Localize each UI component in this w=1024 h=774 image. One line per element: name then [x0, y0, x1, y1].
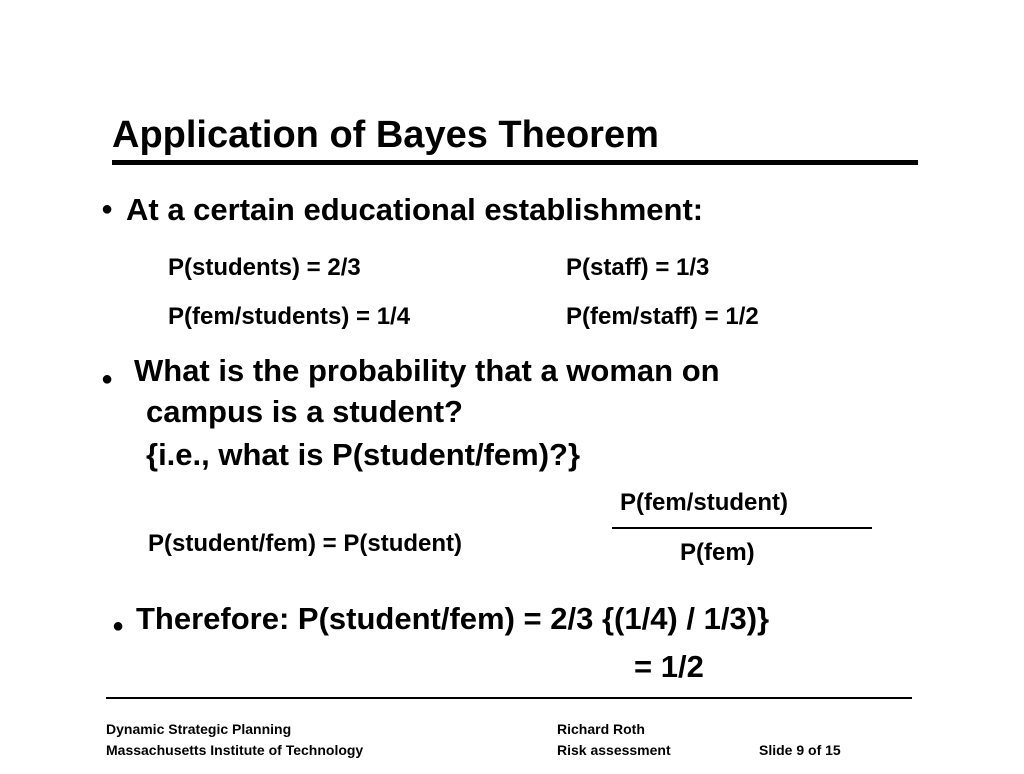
bullet-icon: ● — [101, 368, 114, 390]
bullet-icon: ● — [112, 615, 125, 637]
prob-fem-staff: P(fem/staff) = 1/2 — [566, 303, 759, 330]
formula-lhs: P(student/fem) = P(student) — [148, 530, 463, 557]
footer-institution: Massachusetts Institute of Technology — [106, 742, 364, 758]
formula-denominator: P(fem) — [680, 539, 755, 566]
bullet-3-line-2: = 1/2 — [634, 649, 704, 684]
formula-numerator: P(fem/student) — [620, 489, 788, 516]
prob-students: P(students) = 2/3 — [168, 254, 361, 281]
footer-slide-number: Slide 9 of 15 — [759, 742, 841, 758]
bullet-icon: ● — [101, 198, 114, 220]
bullet-2-line-2: campus is a student? — [146, 394, 463, 429]
bullet-2-line-1: What is the probability that a woman on — [134, 353, 720, 388]
fraction-bar — [612, 527, 872, 529]
bullet-3-line-1: Therefore: P(student/fem) = 2/3 {(1/4) / 1/3)} — [136, 601, 770, 636]
prob-staff: P(staff) = 1/3 — [566, 254, 710, 281]
bullet-1-text: At a certain educational establishment: — [126, 192, 704, 227]
footer-author: Richard Roth — [557, 721, 645, 737]
slide-title: Application of Bayes Theorem — [112, 114, 659, 156]
prob-fem-students: P(fem/students) = 1/4 — [168, 303, 411, 330]
bullet-2-line-3: {i.e., what is P(student/fem)?} — [146, 437, 581, 472]
footer-divider — [106, 697, 912, 699]
footer-course: Dynamic Strategic Planning — [106, 721, 292, 737]
footer-topic: Risk assessment — [557, 742, 671, 758]
title-underline — [112, 160, 918, 165]
